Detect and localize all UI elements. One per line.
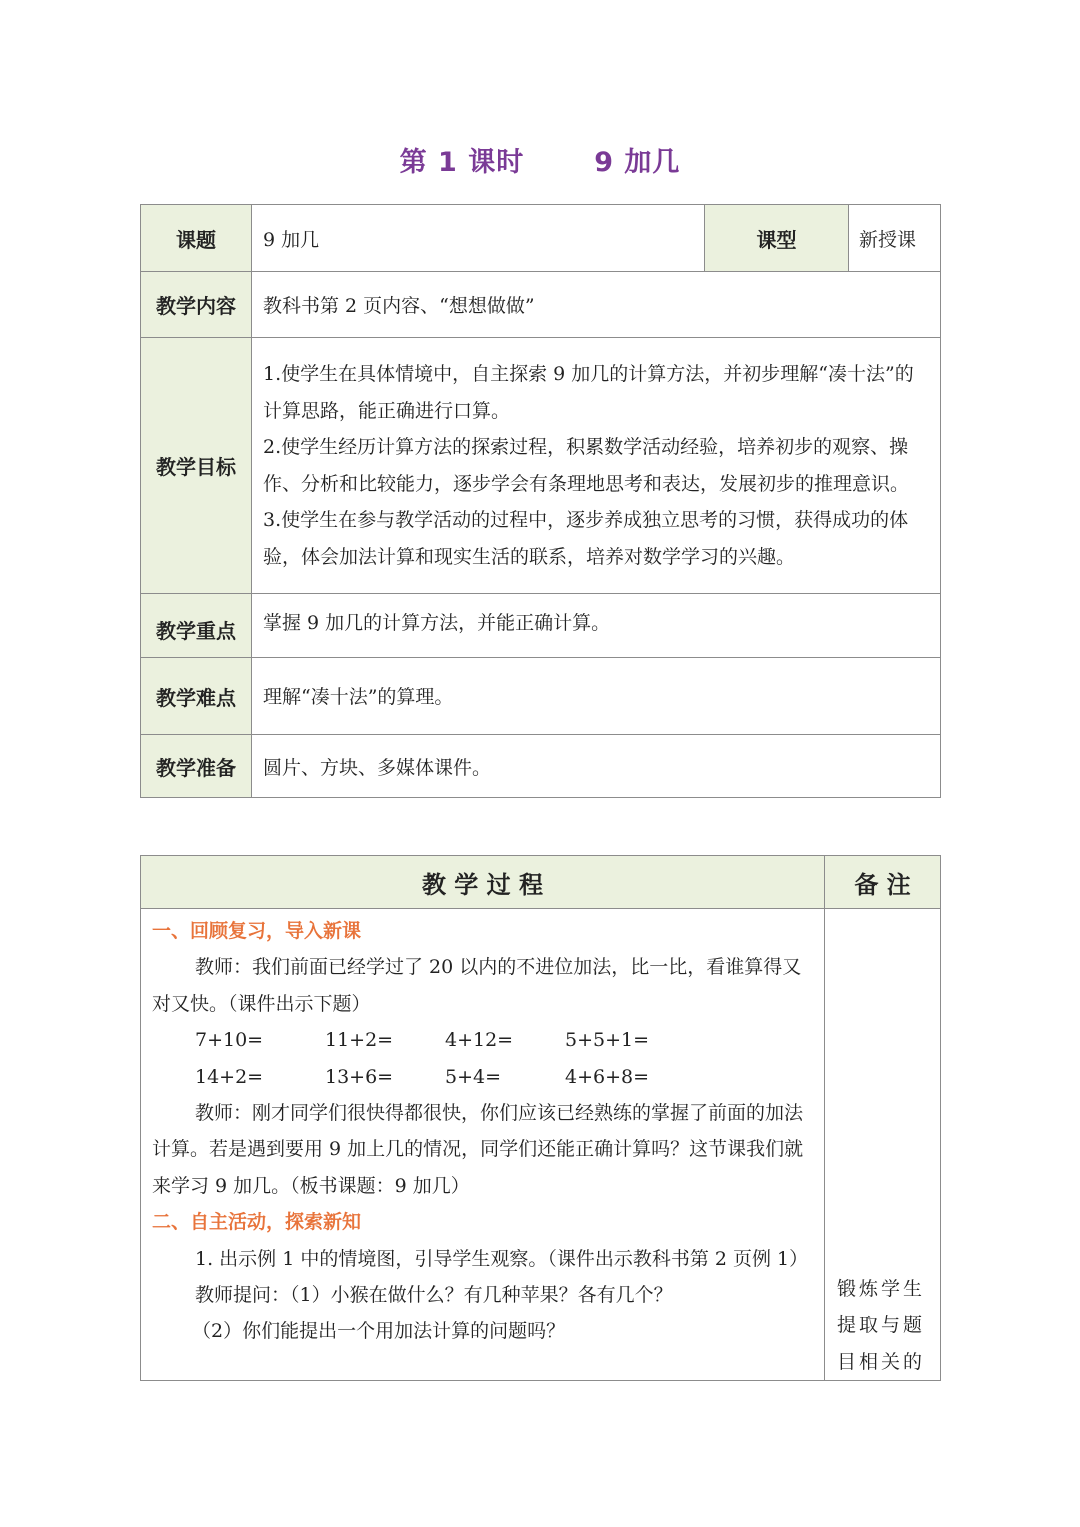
equation: 4+12= <box>445 1029 514 1052</box>
row-objectives <box>141 338 941 594</box>
process-body-row <box>141 909 941 1381</box>
equation: 5+5+1= <box>565 1029 650 1052</box>
objective-item: 3.使学生在参与教学活动的过程中，逐步养成独立思考的习惯，获得成功的体验，体会加法计算和现实生活的联系，培养对数学学习的兴趣。 <box>263 509 909 568</box>
paragraph: 教师提问：（1）小猴在做什么？有几种苹果？各有几个？ <box>195 1284 673 1307</box>
remark-cell <box>825 909 941 1381</box>
equation-row <box>152 1059 816 1095</box>
equation: 7+10= <box>195 1029 264 1052</box>
remark-line: 提取与题 <box>837 1314 926 1337</box>
process-header-row <box>141 856 941 909</box>
paragraph: 教师：刚才同学们很快得都很快，你们应该已经熟练的掌握了前面的加法计算。若是遇到要用 9 加上几的情况，同学们还能正确计算吗？这节课我们就来学习 9 加几。（板书课题：9 加几） <box>152 1102 804 1197</box>
difficulty-value: 理解“凑十法”的算理。 <box>252 658 941 735</box>
row-difficulty <box>141 658 941 735</box>
objectives-label: 教学目标 <box>141 338 252 594</box>
paragraph: 1. 出示例 1 中的情境图，引导学生观察。（课件出示教科书第 2 页例 1） <box>195 1247 809 1270</box>
paragraph: 教师：我们前面已经学过了 20 以内的不进位加法，比一比，看谁算得又对又快。（课件出示下题） <box>152 956 802 1015</box>
prep-value: 圆片、方块、多媒体课件。 <box>252 735 941 798</box>
row-prep <box>141 735 941 798</box>
section-title: 一、回顾复习，导入新课 <box>152 920 362 942</box>
paragraph: （2）你们能提出一个用加法计算的问题吗？ <box>192 1320 566 1343</box>
type-label: 课型 <box>705 205 849 272</box>
difficulty-label: 教学难点 <box>141 658 252 735</box>
equation: 13+6= <box>325 1065 394 1088</box>
row-topic <box>141 205 941 272</box>
equation: 14+2= <box>195 1065 264 1088</box>
key-label: 教学重点 <box>141 594 252 658</box>
type-value: 新授课 <box>849 205 941 272</box>
equation: 5+4= <box>445 1065 502 1088</box>
process-content <box>141 909 825 1381</box>
objective-item: 2.使学生经历计算方法的探索过程，积累数学活动经验，培养初步的观察、操作、分析和比较能力，逐步学会有条理地思考和表达，发展初步的推理意识。 <box>263 436 910 495</box>
objectives-list <box>252 338 941 594</box>
content-value: 教科书第 2 页内容、“想想做做” <box>252 272 941 338</box>
equation: 4+6+8= <box>565 1065 650 1088</box>
topic-label: 课题 <box>141 205 252 272</box>
row-key <box>141 594 941 658</box>
section-title: 二、自主活动，探索新知 <box>152 1211 362 1234</box>
prep-label: 教学准备 <box>141 735 252 798</box>
process-table <box>140 855 941 1381</box>
lesson-topic: 9 加几 <box>594 147 681 178</box>
key-value: 掌握 9 加几的计算方法，并能正确计算。 <box>252 594 941 658</box>
equation: 11+2= <box>325 1029 394 1052</box>
process-header: 教 学 过 程 <box>141 856 825 909</box>
lesson-info-table <box>140 204 941 798</box>
page-title <box>0 140 1080 179</box>
topic-value: 9 加几 <box>252 205 705 272</box>
remark-line: 目相关的 <box>837 1350 926 1373</box>
row-content <box>141 272 941 338</box>
remark-line: 锻炼学生 <box>837 1277 926 1300</box>
objective-item: 1.使学生在具体情境中，自主探索 9 加几的计算方法，并初步理解“凑十法”的计算思路，能正确进行口算。 <box>263 363 914 422</box>
equation-row <box>152 1022 816 1058</box>
remark-header: 备 注 <box>825 856 941 909</box>
lesson-number: 第 1 课时 <box>399 147 525 178</box>
content-label: 教学内容 <box>141 272 252 338</box>
